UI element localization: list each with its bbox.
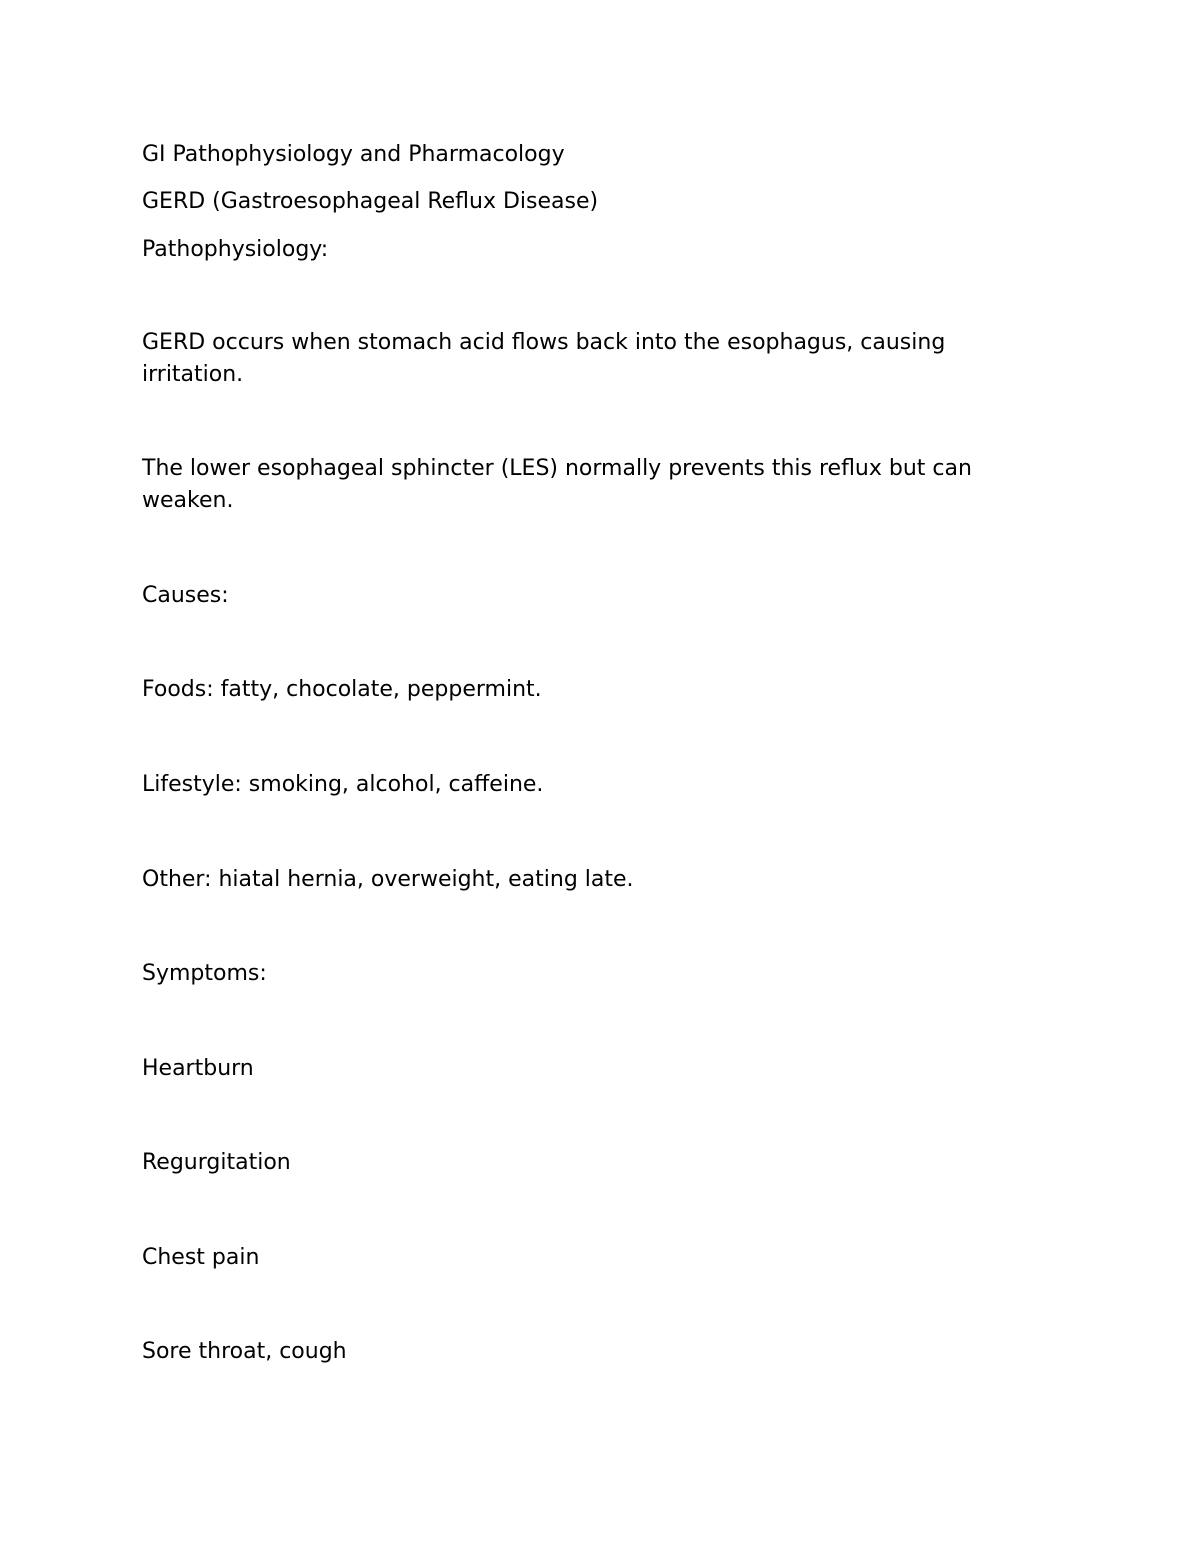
symptom-item: Heartburn [142, 1056, 254, 1081]
pathophysiology-label: Pathophysiology: [142, 237, 329, 262]
pathophysiology-point: The lower esophageal sphincter (LES) normally prevents this reflux but can weaken. [142, 456, 972, 513]
causes-label: Causes: [142, 583, 229, 608]
symptoms-label: Symptoms: [142, 961, 267, 986]
cause-item: Other: hiatal hernia, overweight, eating late. [142, 867, 634, 892]
symptom-item: Sore throat, cough [142, 1339, 347, 1364]
document-title: GI Pathophysiology and Pharmacology [142, 142, 565, 167]
cause-item: Lifestyle: smoking, alcohol, caffeine. [142, 772, 544, 797]
pathophysiology-point: GERD occurs when stomach acid flows back into the esophagus, causing irritation. [142, 330, 946, 387]
cause-item: Foods: fatty, chocolate, peppermint. [142, 677, 542, 702]
symptom-item: Regurgitation [142, 1150, 291, 1175]
section-heading: GERD (Gastroesophageal Reflux Disease) [142, 189, 599, 214]
symptom-item: Chest pain [142, 1245, 260, 1270]
